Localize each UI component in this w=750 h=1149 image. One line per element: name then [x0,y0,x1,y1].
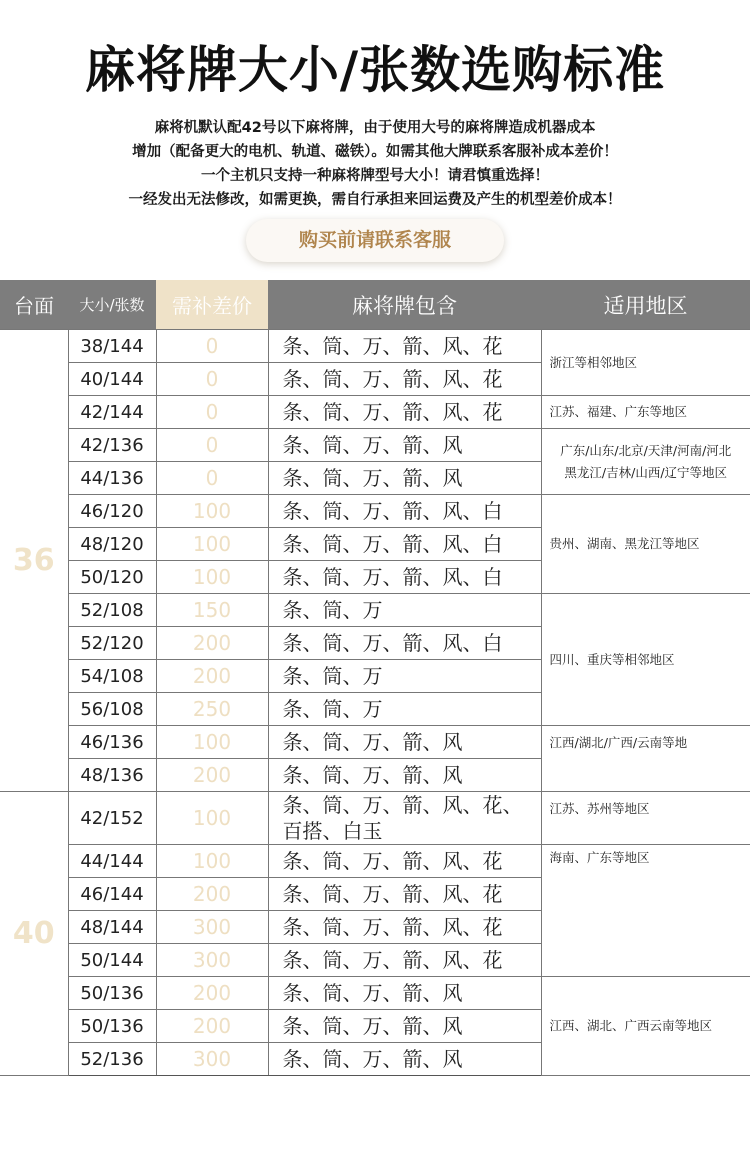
price-cell: 200 [156,878,268,911]
tiles-cell: 条、筒、万 [268,660,541,693]
price-cell: 300 [156,1043,268,1076]
size-cell: 50/144 [68,944,156,977]
size-cell: 48/120 [68,528,156,561]
size-cell: 56/108 [68,693,156,726]
price-cell: 200 [156,1010,268,1043]
size-cell: 48/144 [68,911,156,944]
region-cell: 江苏、福建、广东等地区 [541,396,750,429]
header-size: 大小/张数 [68,280,156,330]
table-row [0,330,750,363]
price-cell: 100 [156,561,268,594]
tiles-cell: 条、筒、万、箭、风、花 [268,845,541,878]
tiles-cell: 条、筒、万、箭、风、白 [268,528,541,561]
size-cell: 46/136 [68,726,156,759]
size-cell: 50/136 [68,977,156,1010]
tiles-cell: 条、筒、万、箭、风、花 [268,396,541,429]
price-cell: 100 [156,528,268,561]
table-row [0,845,750,878]
price-cell: 200 [156,660,268,693]
tiles-cell: 条、筒、万、箭、风、花 [268,330,541,363]
price-cell: 0 [156,363,268,396]
size-cell: 44/136 [68,462,156,495]
region-cell: 江苏、苏州等地区 [541,792,750,845]
note-line: 一个主机只支持一种麻将牌型号大小！请君慎重选择！ [201,168,549,184]
size-cell: 50/120 [68,561,156,594]
size-cell: 52/120 [68,627,156,660]
region-cell: 四川、重庆等相邻地区 [541,594,750,726]
table-row [0,977,750,1010]
header-table: 台面 [0,280,68,330]
size-cell: 42/152 [68,792,156,845]
price-cell: 0 [156,429,268,462]
size-cell: 46/120 [68,495,156,528]
region-cell: 江西、湖北、广西云南等地区 [541,977,750,1076]
price-cell: 0 [156,462,268,495]
tiles-cell: 条、筒、万、箭、风、花、百搭、白玉 [268,792,541,845]
tiles-cell: 条、筒、万、箭、风 [268,1043,541,1076]
tiles-cell: 条、筒、万、箭、风 [268,759,541,792]
contact-service-button[interactable]: 购买前请联系客服 [246,219,504,262]
table-row [0,594,750,627]
note-line: 麻将机默认配42号以下麻将牌，由于使用大号的麻将牌造成机器成本 [154,120,596,136]
size-cell: 50/136 [68,1010,156,1043]
region-cell: 海南、广东等地区 [541,845,750,977]
tiles-cell: 条、筒、万 [268,594,541,627]
size-cell: 42/144 [68,396,156,429]
header-tiles: 麻将牌包含 [268,280,541,330]
tiles-cell: 条、筒、万、箭、风 [268,1010,541,1043]
price-cell: 0 [156,396,268,429]
table-row [0,429,750,462]
region-cell: 江西/湖北/广西/云南等地 [541,726,750,792]
tiles-cell: 条、筒、万、箭、风、白 [268,627,541,660]
tiles-cell: 条、筒、万、箭、风 [268,429,541,462]
tiles-cell: 条、筒、万、箭、风、花 [268,944,541,977]
tiles-cell: 条、筒、万、箭、风、白 [268,495,541,528]
price-cell: 250 [156,693,268,726]
size-cell: 52/108 [68,594,156,627]
price-cell: 100 [156,845,268,878]
page-title: 麻将牌大小/张数选购标准 [84,41,666,99]
price-cell: 100 [156,726,268,759]
size-cell: 48/136 [68,759,156,792]
price-cell: 100 [156,792,268,845]
tiles-cell: 条、筒、万 [268,693,541,726]
tiles-cell: 条、筒、万、箭、风 [268,977,541,1010]
tiles-cell: 条、筒、万、箭、风、花 [268,911,541,944]
table-size-cell: 36 [0,330,68,792]
header-price: 需补差价 [156,280,268,330]
size-cell: 54/108 [68,660,156,693]
price-cell: 150 [156,594,268,627]
size-spec-table [0,280,750,1076]
purchase-notes [0,116,750,212]
note-line: 增加（配备更大的电机、轨道、磁铁）。如需其他大牌联系客服补成本差价！ [132,144,618,160]
price-cell: 200 [156,977,268,1010]
table-row [0,726,750,759]
table-size-cell: 40 [0,792,68,1076]
price-cell: 100 [156,495,268,528]
tiles-cell: 条、筒、万、箭、风、白 [268,561,541,594]
table-row [0,396,750,429]
price-cell: 300 [156,911,268,944]
tiles-cell: 条、筒、万、箭、风 [268,726,541,759]
tiles-cell: 条、筒、万、箭、风、花 [268,363,541,396]
size-cell: 52/136 [68,1043,156,1076]
size-cell: 38/144 [68,330,156,363]
size-cell: 40/144 [68,363,156,396]
price-cell: 200 [156,627,268,660]
region-cell: 浙江等相邻地区 [541,330,750,396]
table-header-row [0,280,750,330]
region-cell: 贵州、湖南、黑龙江等地区 [541,495,750,594]
size-cell: 42/136 [68,429,156,462]
price-cell: 300 [156,944,268,977]
tiles-cell: 条、筒、万、箭、风、花 [268,878,541,911]
table-row [0,792,750,845]
header-region: 适用地区 [541,280,750,330]
region-cell: 广东/山东/北京/天津/河南/河北 黑龙江/吉林/山西/辽宁等地区 [541,429,750,495]
price-cell: 200 [156,759,268,792]
tiles-cell: 条、筒、万、箭、风 [268,462,541,495]
note-line: 一经发出无法修改，如需更换，需自行承担来回运费及产生的机型差价成本！ [128,192,622,208]
table-row [0,495,750,528]
size-cell: 44/144 [68,845,156,878]
price-cell: 0 [156,330,268,363]
size-cell: 46/144 [68,878,156,911]
